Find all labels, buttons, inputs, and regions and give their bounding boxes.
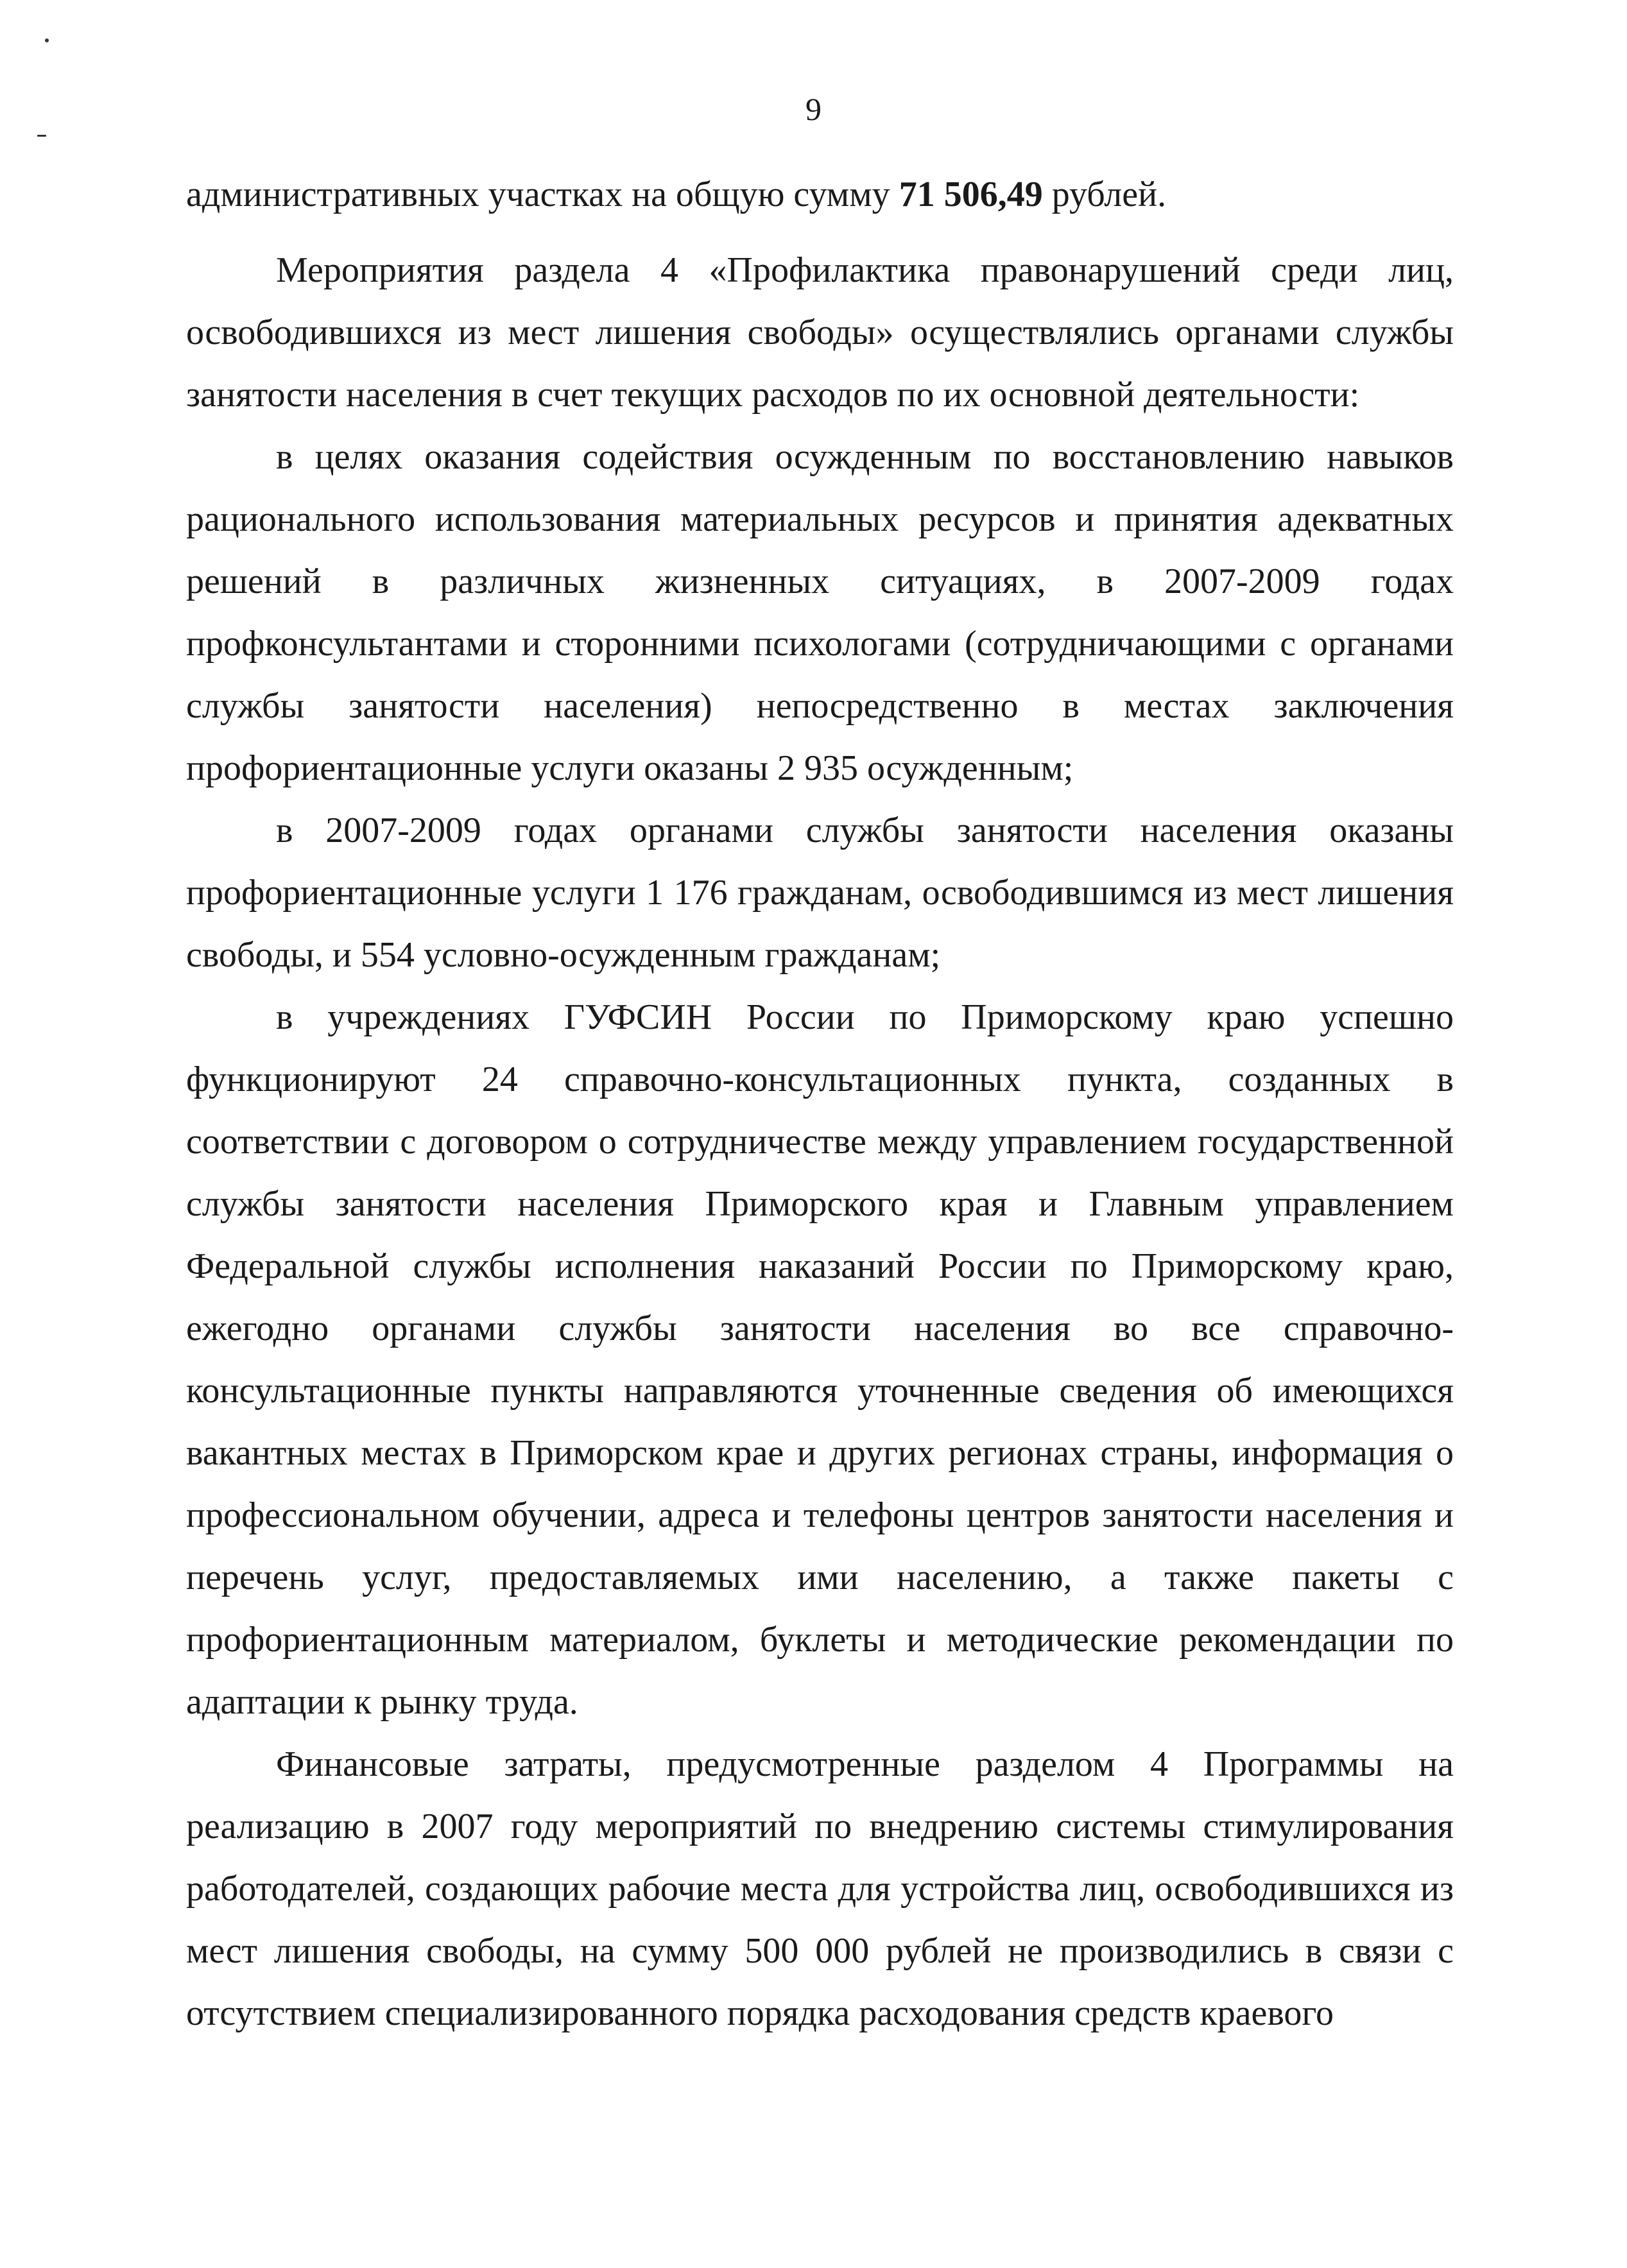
paragraph-section-4-intro: Мероприятия раздела 4 «Профилактика правонарушений среди лиц, освободившихся из мест лишения свободы» осуществлялись органами службы занятости населения в счет текущих расходов по их основной деятельности: (186, 250, 1454, 415)
scan-speck (45, 39, 49, 42)
paragraph-text: административных участках на общую сумму (186, 175, 899, 214)
document-body (186, 164, 1454, 2045)
paragraph-continuation (186, 164, 1454, 226)
paragraph-text: рублей. (1042, 175, 1167, 214)
paragraph-consultation-points: в учреждениях ГУФСИН России по Приморскому краю успешно функционируют 24 справочно-консультационных пункта, созданных в соответствии с договором о сотрудничестве между управлением государственной службы занятости населения Приморского края и Главным управлением Федеральной службы исполнения наказаний России по Приморскому краю, ежегодно органами службы занятости населения во все справочно-консультационные пункты направляются уточненные сведения об имеющихся вакантных местах в Приморском крае и других регионах страны, информация о профессиональном обучении, адреса и телефоны центров занятости населения и перечень услуг, предоставляемых ими населению, а также пакеты с профориентационным материалом, буклеты и методические рекомендации по адаптации к рынку труда. (186, 997, 1454, 1722)
paragraph-career-services: в 2007-2009 годах органами службы занятости населения оказаны профориентационные услуги 1 176 гражданам, освободившимся из мест лишения свободы, и 554 условно-осужденным гражданам; (186, 811, 1454, 975)
amount-bold: 71 506,49 (899, 175, 1043, 214)
paragraph-counseling: в целях оказания содействия осужденным по восстановлению навыков рационального использования материальных ресурсов и принятия адекватных решений в различных жизненных ситуациях, в 2007-2009 годах профконсультантами и сторонними психологами (сотрудничающими с органами службы занятости населения) непосредственно в местах заключения профориентационные услуги оказаны 2 935 осужденным; (186, 437, 1454, 788)
page-number: 9 (805, 91, 822, 127)
scan-speck (37, 135, 46, 137)
paragraph-financial-costs: Финансовые затраты, предусмотренные разделом 4 Программы на реализацию в 2007 году мероприятий по внедрению системы стимулирования работодателей, создающих рабочие места для устройства лиц, освободившихся из мест лишения свободы, на сумму 500 000 рублей не производились в связи с отсутствием специализированного порядка расходования средств краевого (186, 1744, 1454, 2033)
